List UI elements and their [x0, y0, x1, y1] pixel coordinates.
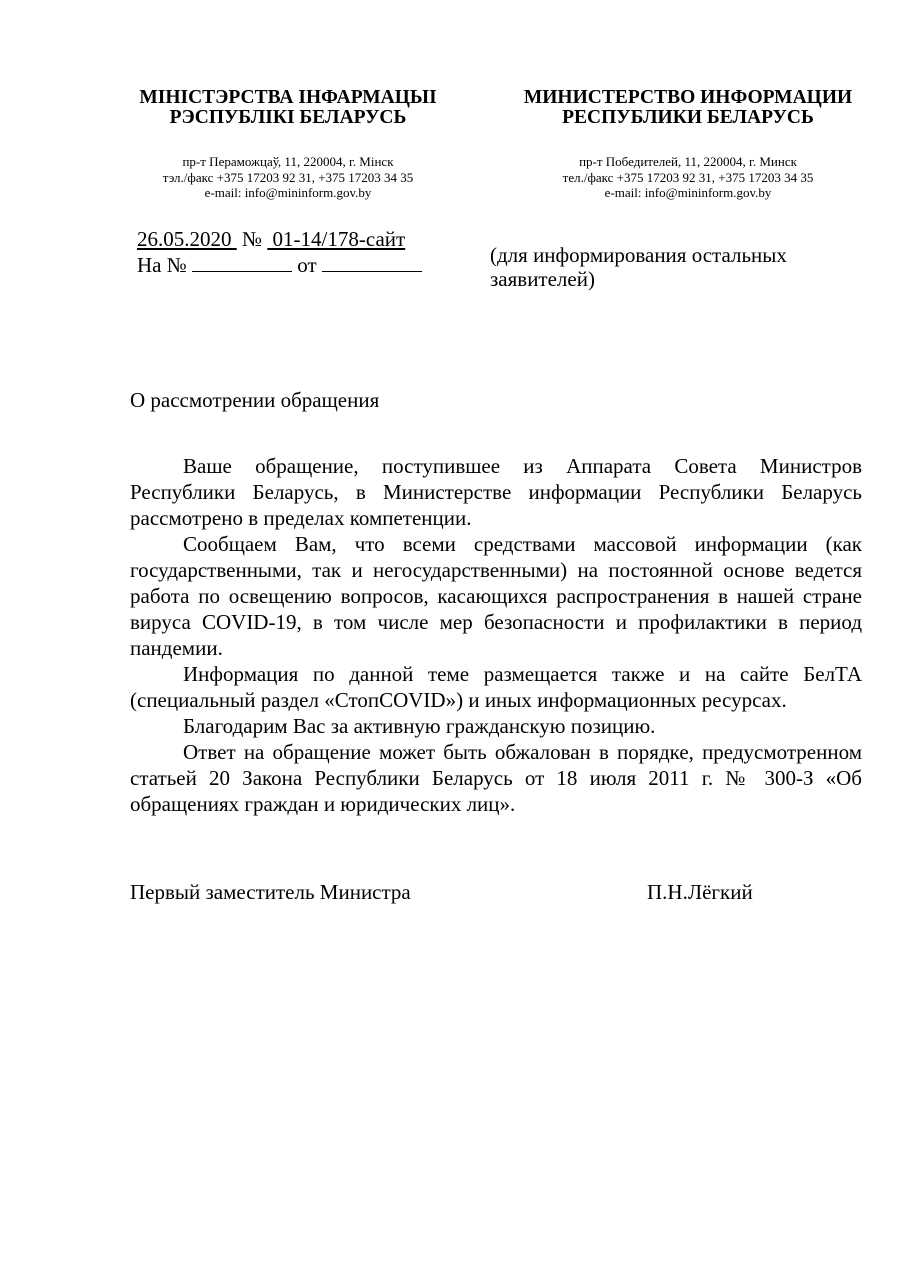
document-date: 26.05.2020: [137, 227, 232, 251]
letter-body: [130, 453, 862, 817]
signatory-position: Первый заместитель Министра: [130, 880, 411, 904]
reply-to-label: На №: [137, 253, 187, 277]
email-ru: e-mail: info@mininform.gov.by: [604, 185, 772, 200]
paragraph: Информация по данной теме размещается также и на сайте БелТА (специальный раздел «СтопCOVID») и иных информационных ресурсах.: [130, 662, 862, 712]
paragraph: Ответ на обращение может быть обжалован в порядке, предусмотренном статьей 20 Закона Республики Беларусь от 18 июля 2011 г. № 300-З «Об обращениях граждан и юридических лиц».: [130, 740, 862, 816]
ministry-title-by-line1: МІНІСТЭРСТВА ІНФАРМАЦЫІ: [139, 87, 437, 108]
reply-number-blank: [192, 253, 292, 272]
from-label: от: [297, 253, 317, 277]
address-by: пр-т Пераможцаў, 11, 220004, г. Мінск: [182, 154, 394, 169]
paragraph: Сообщаем Вам, что всеми средствами массовой информации (как государственными, так и негосударственными) на постоянной основе ведется работа по освещению вопросов, касающихся распространения в нашей стране вируса COVID-19, в том числе мер безопасности и профилактики в период пандемии.: [130, 532, 862, 660]
phone-ru: тел./факс +375 17203 92 31, +375 17203 34 35: [562, 169, 814, 185]
phone-by: тэл./факс +375 17203 92 31, +375 17203 34 35: [162, 169, 414, 185]
reply-date-blank: [322, 253, 422, 272]
paragraph: Ваше обращение, поступившее из Аппарата Совета Министров Республики Беларусь, в Министерстве информации Республики Беларусь рассмотрено в пределах компетенции.: [130, 454, 862, 530]
ministry-title-ru-line1: МИНИСТЕРСТВО ИНФОРМАЦИИ: [523, 87, 853, 108]
letterhead-belarusian: [108, 88, 468, 201]
recipient-note: (для информирования остальных заявителей): [490, 243, 787, 291]
email-by: e-mail: info@mininform.gov.by: [204, 185, 372, 200]
letter-subject: О рассмотрении обращения: [130, 388, 380, 412]
ministry-title-by-line2: РЭСПУБЛІКІ БЕЛАРУСЬ: [169, 107, 407, 128]
letterhead-russian: [508, 88, 868, 201]
number-sign: №: [242, 227, 263, 251]
document-number: 01-14/178-сайт: [272, 227, 406, 251]
registration-block: [137, 226, 422, 278]
ministry-title-ru-line2: РЕСПУБЛИКИ БЕЛАРУСЬ: [562, 107, 814, 128]
signatory-name: П.Н.Лёгкий: [647, 880, 753, 904]
paragraph: Благодарим Вас за активную гражданскую позицию.: [183, 714, 656, 738]
address-ru: пр-т Победителей, 11, 220004, г. Минск: [579, 154, 797, 169]
